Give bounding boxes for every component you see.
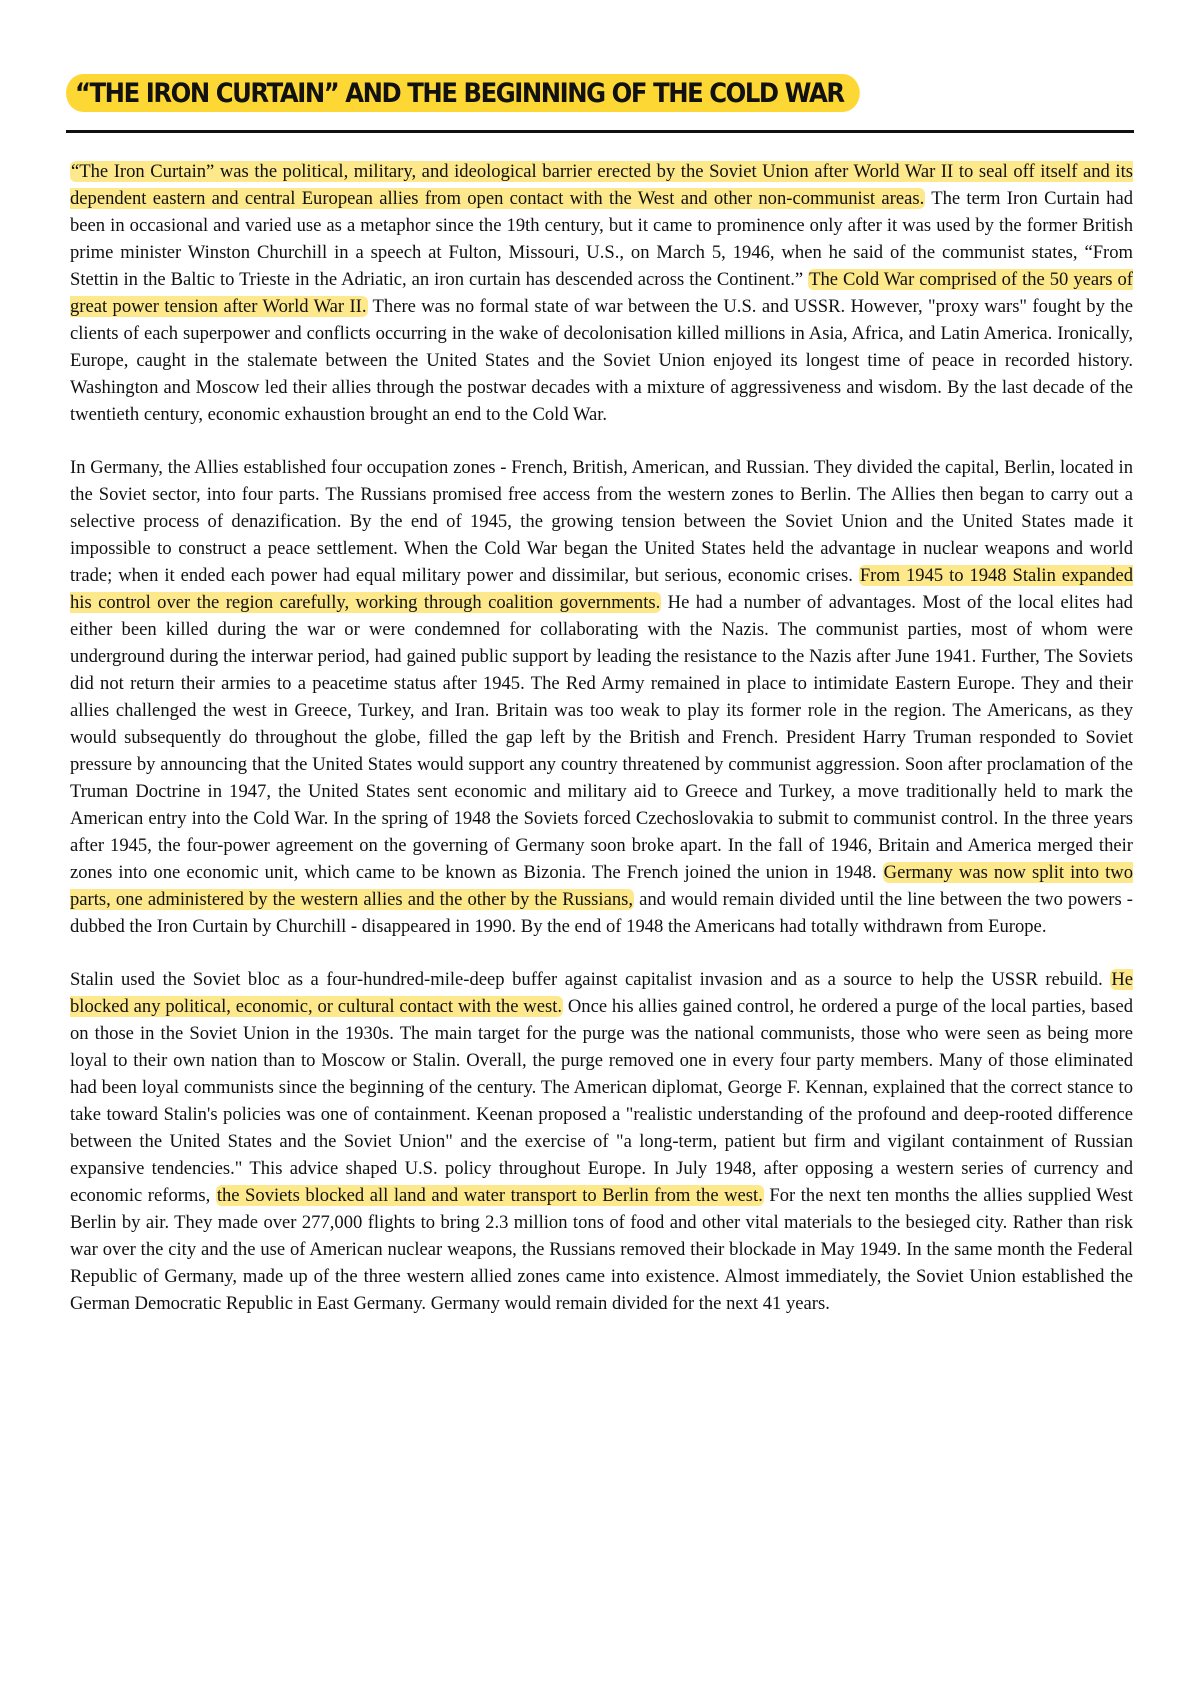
page-title: “THE IRON CURTAIN” AND THE BEGINNING OF THE COLD WAR	[66, 74, 860, 112]
body-text: In Germany, the Allies established four occupation zones - French, British, American, and Russian. They divided the capital, Berlin, located in the Soviet sector, into four parts. The Russians promised free access from the western zones to Berlin. The Allies then began to carry out a selective process of denazification. By the end of 1945, the growing tension between the Soviet Union and the United States made it impossible to construct a peace settlement. When the Cold War began the United States held the advantage in nuclear weapons and world trade; when it ended each power had equal military power and dissimilar, but serious, economic crises.	[70, 457, 1133, 586]
article-body	[70, 158, 1133, 1343]
paragraph-1	[70, 158, 1133, 428]
highlighted-text: The Cold War comprised of the 50 years of great power tension after World War II.	[70, 269, 1133, 317]
title-container	[66, 74, 948, 114]
body-text: For the next ten months the allies supplied West Berlin by air. They made over 277,000 flights to bring 2.3 million tons of food and other vital materials to the besieged city. Rather than risk war over the city and the use of American nuclear weapons, the Russians removed their blockade in May 1949. In the same month the Federal Republic of Germany, made up of the three western allied zones came into existence. Almost immediately, the Soviet Union established the German Democratic Republic in East Germany. Germany would remain divided for the next 41 years.	[70, 1185, 1133, 1314]
body-text: There was no formal state of war between the U.S. and USSR. However, "proxy wars" fought by the clients of each superpower and conflicts occurring in the wake of decolonisation killed millions in Asia, Africa, and Latin America. Ironically, Europe, caught in the stalemate between the United States and the Soviet Union enjoyed its longest time of peace in recorded history. Washington and Moscow led their allies through the postwar decades with a mixture of aggressiveness and wisdom. By the last decade of the twentieth century, economic exhaustion brought an end to the Cold War.	[70, 296, 1133, 425]
highlighted-text: the Soviets blocked all land and water transport to Berlin from the west.	[216, 1185, 763, 1206]
highlighted-text: Germany was now split into two parts, one administered by the western allies and the other by the Russians,	[70, 862, 1133, 910]
title-rule	[66, 130, 1134, 133]
body-text: Stalin used the Soviet bloc as a four-hundred-mile-deep buffer against capitalist invasion and as a source to help the USSR rebuild.	[70, 969, 1111, 990]
body-text: The term Iron Curtain had been in occasional and varied use as a metaphor since the 19th century, but it came to prominence only after it was used by the former British prime minister Winston Churchill in a speech at Fulton, Missouri, U.S., on March 5, 1946, when he said of the communist states, “From Stettin in the Baltic to Trieste in the Adriatic, an iron curtain has descended across the Continent.”	[70, 188, 1134, 290]
highlighted-text: He blocked any political, economic, or cultural contact with the west.	[70, 969, 1133, 1017]
body-text: Once his allies gained control, he ordered a purge of the local parties, based on those in the Soviet Union in the 1930s. The main target for the purge was the national communists, those who were seen as being more loyal to their own nation than to Moscow or Stalin. Overall, the purge removed one in every four party members. Many of those eliminated had been loyal communists since the beginning of the century. The American diplomat, George F. Kennan, explained that the correct stance to take toward Stalin's policies was one of containment. Keenan proposed a "realistic understanding of the profound and deep-rooted difference between the United States and the Soviet Union" and the exercise of "a long-term, patient but firm and vigilant containment of Russian expansive tendencies." This advice shaped U.S. policy throughout Europe. In July 1948, after opposing a western series of currency and economic reforms,	[70, 996, 1134, 1206]
body-text: He had a number of advantages. Most of the local elites had either been killed during the war or were condemned for collaborating with the Nazis. The communist parties, most of whom were underground during the interwar period, had gained public support by leading the resistance to the Nazis after June 1941. Further, The Soviets did not return their armies to a peacetime status after 1945. The Red Army remained in place to intimidate Eastern Europe. They and their allies challenged the west in Greece, Turkey, and Iran. Britain was too weak to play its former role in the region. The Americans, as they would subsequently do throughout the globe, filled the gap left by the British and French. President Harry Truman responded to Soviet pressure by announcing that the United States would support any country threatened by communist aggression. Soon after proclamation of the Truman Doctrine in 1947, the United States sent economic and military aid to Greece and Turkey, a move traditionally held to mark the American entry into the Cold War. In the spring of 1948 the Soviets forced Czechoslovakia to submit to communist control. In the three years after 1945, the four-power agreement on the governing of Germany soon broke apart. In the fall of 1946, Britain and America merged their zones into one economic unit, which came to be known as Bizonia. The French joined the union in 1948.	[70, 592, 1133, 883]
body-text: and would remain divided until the line between the two powers - dubbed the Iron Curtain by Churchill - disappeared in 1990. By the end of 1948 the Americans had totally withdrawn from Europe.	[70, 889, 1133, 937]
paragraph-3	[70, 966, 1133, 1317]
paragraph-2	[70, 454, 1133, 940]
highlighted-text: “The Iron Curtain” was the political, military, and ideological barrier erected by the Soviet Union after World War II to seal off itself and its dependent eastern and central European allies from open contact with the West and other non-communist areas.	[70, 161, 1133, 209]
highlighted-text: From 1945 to 1948 Stalin expanded his control over the region carefully, working through coalition governments.	[70, 565, 1133, 613]
